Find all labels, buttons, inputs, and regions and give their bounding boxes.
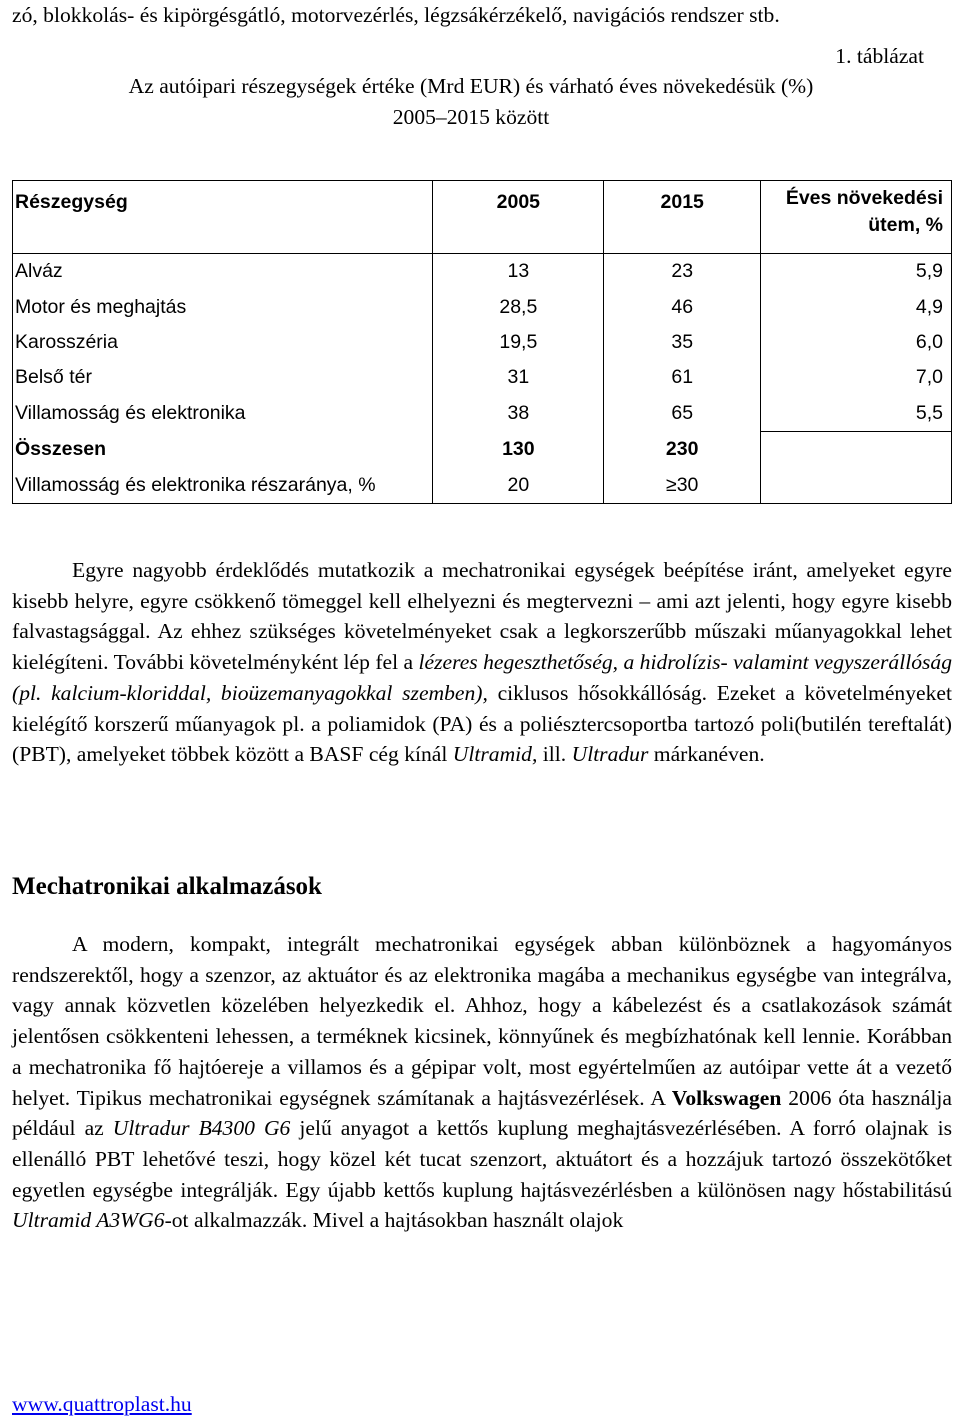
table-header-row (13, 181, 952, 254)
table-row (13, 254, 952, 290)
cell-share-2005: 20 (433, 467, 604, 503)
p1-italic-1: lézeres hegeszthetőség, a hidrolízis- valamint vegyszerállóság (pl. kalcium-kloriddal, bioüzemanyagokkal szemben), (12, 650, 952, 705)
table-title-line1: Az autóipari részegységek értéke (Mrd EUR) és várható éves növekedésük (%) (128, 74, 814, 99)
header-component: Részegység (13, 181, 433, 254)
header-growth (761, 181, 952, 254)
section-body-2 (12, 929, 952, 1236)
cell-growth: 5,9 (761, 254, 952, 290)
intro-paragraph: zó, blokkolás- és kipörgésgátló, motorvezérlés, légzsákérzékelő, navigációs rendszer stb. (12, 3, 780, 27)
cell-share-name: Villamosság és elektronika részaránya, % (13, 467, 433, 503)
table-total-row (13, 431, 952, 467)
cell-share-empty (761, 467, 952, 503)
total-2005: 130 (502, 437, 535, 460)
table-row (13, 396, 952, 432)
table-row (13, 289, 952, 324)
p1-text-2: ciklusos hősokkállóság. Ezeket a követelményeket kielégítő korszerű műanyagok pl. a poliamidok (PA) és a poliésztercsoportba tartozó poli(butilén tereftalát) (PBT), amelyeket többek között a BASF cég kínál (12, 680, 952, 767)
total-2015: 230 (665, 437, 699, 460)
cell-growth: 7,0 (761, 360, 952, 395)
data-table (12, 180, 952, 504)
cell-growth: 4,9 (761, 289, 952, 324)
cell-total-2015 (604, 431, 761, 467)
table-row (13, 360, 952, 395)
table-title-line2: 2005–2015 között (392, 105, 550, 130)
cell-name: Karosszéria (13, 325, 433, 360)
cell-2005: 31 (433, 360, 604, 395)
table-share-row (13, 467, 952, 503)
cell-2005: 19,5 (433, 325, 604, 360)
table-row (13, 325, 952, 360)
cell-2015: 65 (604, 396, 761, 432)
p2-text-3: jelű anyagot a kettős kuplung meghajtásvezérlésében. A forró olajnak is ellenálló PBT lehetővé teszi, hogy közel két tucat szenzort, aktuátort és a hozzájuk tartozó összekötőket egyetlen egységbe integrálják. Egy újabb kettős kuplung hajtásvezérlésben a különösen nagy hőstabilitású (12, 1116, 952, 1202)
cell-name: Belső tér (13, 360, 433, 395)
p1-italic-ultradur: Ultradur (571, 742, 649, 767)
p2-text-4: -ot alkalmazzák. Mivel a hajtásokban használt olajok (164, 1208, 624, 1233)
cell-total-name (13, 431, 433, 467)
cell-growth: 6,0 (761, 325, 952, 360)
header-2005: 2005 (433, 181, 604, 254)
p2-italic-ultramid: Ultramid A3WG6 (12, 1208, 165, 1233)
cell-name: Motor és meghajtás (13, 289, 433, 324)
cell-total-empty (761, 431, 952, 467)
section-heading: Mechatronikai alkalmazások (12, 873, 322, 900)
cell-growth: 5,5 (761, 396, 952, 432)
cell-2005: 13 (433, 254, 604, 290)
cell-name: Villamosság és elektronika (13, 396, 433, 432)
p1-text-3: ill. (537, 742, 572, 767)
paragraph-2 (12, 929, 952, 1236)
p1-text-4: márkanéven. (648, 742, 765, 767)
p2-text-1: A modern, kompakt, integrált mechatronikai egységek abban különböznek a hagyományos rendszerektől, hogy a szenzor, az aktuátor és az elektronika magába a mechanikus egységbe van integrálva, vagy annak közvetlen közelében helyezkedik el. Ahhoz, hogy a kábelezést és a csatlakozások számát jelentősen csökkenteni lehessen, a terméknek kicsinek, könnyűnek és megbízhatónak kell lennie. Korábban a mechatronika fő hajtóereje a villamos és a gépipar volt, most egyértelműen az autóipar vette át a vezető helyet. Tipikus mechatronikai egységnek számítanak a hajtásvezérlések. A (12, 932, 952, 1110)
cell-2015: 23 (604, 254, 761, 290)
paragraph-1 (12, 555, 952, 770)
footer-link[interactable]: www.quattroplast.hu (12, 1392, 192, 1416)
p1-italic-ultramid: Ultramid, (452, 742, 538, 767)
cell-name: Alváz (13, 254, 433, 290)
cell-2005: 38 (433, 396, 604, 432)
header-growth-line2: ütem, % (868, 214, 943, 236)
table-label: 1. táblázat (835, 43, 924, 68)
total-label: Összesen (15, 437, 107, 460)
header-growth-line1: Éves növekedési (785, 187, 943, 209)
document-page (12, 0, 952, 1416)
cell-2015: 35 (604, 325, 761, 360)
cell-total-2005 (433, 431, 604, 467)
cell-2015: 46 (604, 289, 761, 324)
section-body-1 (12, 555, 952, 770)
cell-2005: 28,5 (433, 289, 604, 324)
p2-text-2: 2006 óta használja például az (12, 1085, 952, 1141)
cell-2015: 61 (604, 360, 761, 395)
p2-bold-volkswagen: Volkswagen (671, 1085, 782, 1110)
p2-italic-ultradur: Ultradur B4300 G6 (112, 1116, 291, 1141)
p1-text-1: Egyre nagyobb érdeklődés mutatkozik a mechatronikai egységek beépítése iránt, amelyeket egyre kisebb helyre, egyre csökkenő tömeggel kell elhelyezni és megtervezni – ami azt jelenti, hogy egyre kisebb falvastagsággal. Az ehhez szükséges követelményeket csak a legkorszerűbb műszaki műanyagokkal lehet kielégíteni. További követelményként lép fel a (12, 558, 952, 675)
cell-share-2015: ≥30 (604, 467, 761, 503)
header-2015: 2015 (604, 181, 761, 254)
